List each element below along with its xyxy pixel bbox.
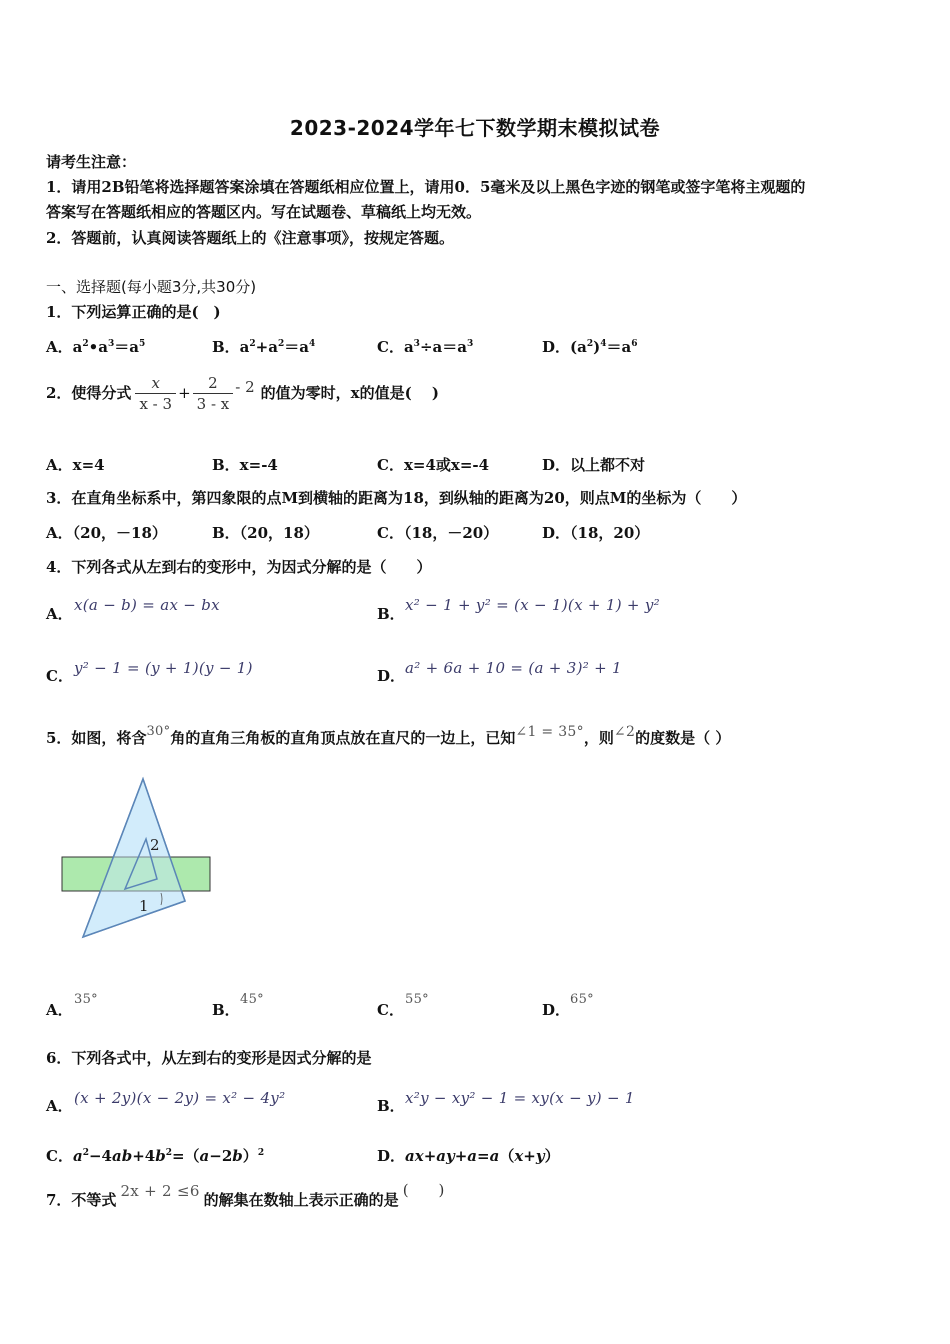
q3-option-b: B．（20，18） [212, 524, 319, 542]
q6-stem: 6．下列各式中，从左到右的变形是因式分解的是 [46, 1049, 372, 1067]
q2-frac2-denominator: 3 - x [196, 394, 230, 413]
q5-condition: ∠1 = 35° [515, 724, 584, 740]
page-title: 2023-2024学年七下数学期末模拟试卷 [289, 116, 661, 140]
q5-option-c: 55° [405, 992, 429, 1007]
q5-part-1: 5．如图，将含 [46, 729, 147, 747]
q5-option-b: 45° [240, 992, 264, 1007]
q6-option-a: (x + 2y)(x − 2y) = x² − 4y² [74, 1089, 286, 1107]
q5-angle-30: 30° [146, 724, 171, 739]
q3-stem: 3．在直角坐标系中，第四象限的点M到横轴的距离为18，到纵轴的距离为20，则点M的坐标为（ ） [46, 489, 747, 507]
q6-option-b: x²y − xy² − 1 = xy(x − y) − 1 [405, 1089, 635, 1107]
q4-option-d-label: D． [377, 667, 406, 685]
notice-heading: 请考生注意： [46, 153, 137, 171]
q1-option-b: B．$a^2+a^2=a^4$ [212, 338, 316, 356]
q5-option-b-label: B． [212, 1001, 240, 1019]
q5-option-d-label: D． [542, 1001, 571, 1019]
q6-option-b-label: B． [377, 1097, 405, 1115]
q5-stem [46, 722, 730, 748]
q4-option-c-label: C． [46, 667, 73, 685]
q4-option-b: x² − 1 + y² = (x − 1)(x + 1) + y² [405, 596, 660, 614]
q2-fraction-1 [135, 373, 176, 414]
angle-2-label: 2 [150, 836, 160, 854]
q5-figure [55, 775, 220, 945]
notice-line-1: 1．请用2B铅笔将选择题答案涂填在答题纸相应位置上，请用0．5毫米及以上黑色字迹的钢笔或签字笔将主观题的 [46, 178, 806, 196]
q5-part-4: 的度数是（ ） [635, 729, 731, 747]
q2-stem [46, 368, 439, 418]
q2-frac2-numerator: 2 [193, 373, 234, 394]
q6-option-d: D．ax+ay+a=a（x+y） [377, 1147, 560, 1165]
q4-option-c: y² − 1 = (y + 1)(y − 1) [74, 659, 253, 677]
q6-option-c: C．$a^2-4ab+4b^2=(a-2b)^2$ [46, 1147, 265, 1165]
q4-option-a: x(a − b) = ax − bx [74, 596, 220, 614]
q5-option-a: 35° [74, 992, 98, 1007]
q2-option-d: D．以上都不对 [542, 456, 646, 474]
q2-minus-two: - 2 [235, 378, 255, 396]
q1-option-d: D．$(a^2)^4=a^6$ [542, 338, 638, 356]
q2-frac1-denominator: x - 3 [139, 394, 173, 413]
q2-prefix: 2．使得分式 [46, 384, 132, 402]
q7-inequality: 2x + 2 ≤6 [120, 1182, 200, 1200]
q4-option-a-label: A． [46, 605, 73, 623]
q5-angle-2: ∠2 [613, 724, 636, 740]
q1-option-a: A．$a^2•a^3=a^5$ [46, 338, 146, 356]
q7-part-2: 的解集在数轴上表示正确的是 [203, 1191, 399, 1209]
notice-line-2: 2．答题前，认真阅读答题纸上的《注意事项》，按规定答题。 [46, 229, 454, 247]
q4-option-d: a² + 6a + 10 = (a + 3)² + 1 [405, 659, 622, 677]
q2-fraction-2 [193, 373, 234, 414]
q1-option-c: C．$a^3\div a=a^3$ [377, 338, 474, 356]
q2-option-b: B．x=-4 [212, 456, 278, 474]
q5-option-c-label: C． [377, 1001, 404, 1019]
q2-suffix: 的值为零时，x的值是( ) [260, 384, 440, 402]
q3-option-a: A．（20，－18） [46, 524, 167, 542]
section-heading: 一、选择题(每小题3分,共30分) [46, 278, 257, 296]
q2-frac1-numerator: x [135, 373, 176, 394]
q7-part-1: 7．不等式 [46, 1191, 117, 1209]
q6-option-a-label: A． [46, 1097, 73, 1115]
q5-option-d: 65° [570, 992, 594, 1007]
q7-stem [46, 1180, 444, 1210]
q5-part-2: 角的直角三角板的直角顶点放在直尺的一边上，已知 [170, 729, 516, 747]
notice-line-1b: 答案写在答题纸相应的答题区内。写在试题卷、草稿纸上均无效。 [46, 203, 482, 221]
q4-stem: 4．下列各式从左到右的变形中，为因式分解的是（ ） [46, 558, 432, 576]
q2-plus: + [178, 384, 191, 402]
q1-stem: 1．下列运算正确的是( ) [46, 303, 221, 321]
q3-option-d: D．（18，20） [542, 524, 650, 542]
q4-option-b-label: B． [377, 605, 405, 623]
angle-1-label: 1 [139, 897, 149, 915]
q2-option-a: A．x=4 [46, 456, 105, 474]
q3-option-c: C．（18，－20） [377, 524, 499, 542]
q5-part-3: ，则 [583, 729, 614, 747]
q7-answer-paren: ( ) [402, 1181, 445, 1199]
q2-option-c: C．x=4或x=-4 [377, 456, 490, 474]
q5-option-a-label: A． [46, 1001, 73, 1019]
